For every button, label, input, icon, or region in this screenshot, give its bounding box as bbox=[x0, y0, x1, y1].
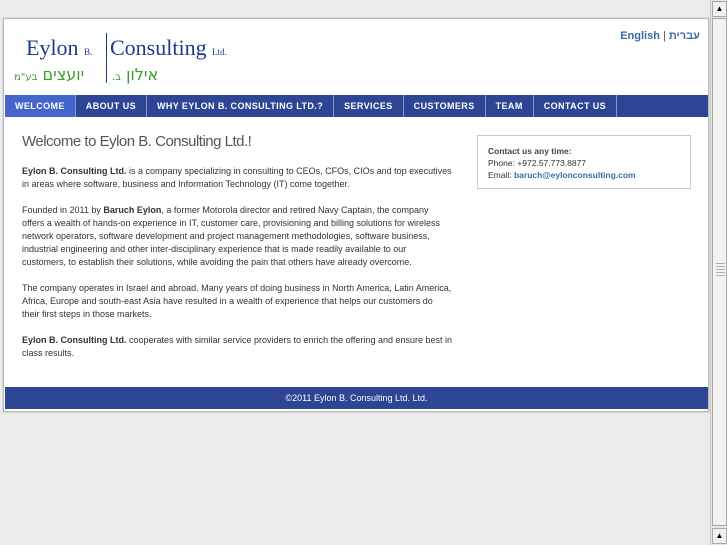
company-logo[interactable] bbox=[12, 29, 252, 91]
scrollbar-grip-icon bbox=[716, 263, 725, 277]
phone-label: Phone: bbox=[488, 158, 518, 168]
founded-pre: Founded in 2011 by bbox=[22, 205, 104, 215]
founded-paragraph bbox=[22, 204, 452, 269]
nav-welcome[interactable]: WELCOME bbox=[5, 95, 76, 117]
logo-en-right: Consulting Ltd. bbox=[110, 35, 227, 60]
email-label: Email: bbox=[488, 170, 514, 180]
intro-text: is a company specializing in consulting to CEOs, CFOs, CIOs and top executives in areas where software, business and Information Technology (IT) come together. bbox=[22, 166, 452, 189]
operations-paragraph: The company operates in Israel and abroad. Many years of doing business in North America, Latin America, Africa, Europe and south-east Asia have resulted in a wealth of experience that helps our customers do their first steps in those markets. bbox=[22, 283, 452, 319]
company-name-bold: Eylon B. Consulting Ltd. bbox=[22, 166, 127, 176]
nav-services[interactable]: SERVICES bbox=[334, 95, 404, 117]
logo-he-left: יועצים בע"מ bbox=[14, 65, 85, 84]
main-nav bbox=[5, 95, 708, 117]
cooperation-paragraph bbox=[22, 334, 452, 360]
intro-paragraph bbox=[22, 165, 452, 191]
company-name-bold-2: Eylon B. Consulting Ltd. bbox=[22, 335, 127, 345]
page-container bbox=[3, 18, 709, 412]
nav-customers[interactable]: CUSTOMERS bbox=[404, 95, 486, 117]
scroll-down-arrow-icon[interactable]: ▲ bbox=[712, 528, 727, 544]
contact-phone bbox=[488, 157, 680, 169]
nav-about-us[interactable]: ABOUT US bbox=[76, 95, 147, 117]
cooperation-text: cooperates with similar service providers to enrich the offering and ensure best in class results. bbox=[22, 335, 452, 358]
page-title: Welcome to Eylon B. Consulting Ltd.! bbox=[22, 133, 252, 150]
nav-team[interactable]: TEAM bbox=[486, 95, 534, 117]
founded-text: , a former Motorola director and retired Navy Captain, the company offers a wealth of hands-on experience in IT, customer care, provisioning and billing solutions for wireless network operators, software development and project management methodologies, software business, industrial engineering and other inter-disciplinary experience that is made readily available to our customers, to establish their solutions, while avoiding the pain that others have already overcome. bbox=[22, 205, 441, 267]
language-switcher bbox=[620, 30, 700, 42]
main-content bbox=[22, 133, 452, 373]
founder-name-bold: Baruch Eylon bbox=[103, 205, 162, 215]
nav-why-eylon[interactable]: WHY EYLON B. CONSULTING LTD.? bbox=[147, 95, 334, 117]
scrollbar-thumb[interactable] bbox=[712, 18, 727, 526]
lang-hebrew-link[interactable]: עברית bbox=[668, 30, 700, 42]
vertical-scrollbar[interactable] bbox=[710, 0, 727, 545]
lang-separator: | bbox=[662, 30, 666, 42]
phone-value: +972.57.773.8877 bbox=[517, 158, 587, 168]
scroll-up-arrow-icon[interactable]: ▲ bbox=[712, 1, 727, 17]
email-link[interactable]: baruch@eylonconsulting.com bbox=[513, 170, 636, 180]
logo-he-right: אילון ב. bbox=[112, 65, 159, 84]
contact-email bbox=[488, 169, 680, 181]
lang-english-link[interactable]: English bbox=[620, 30, 660, 42]
contact-title: Contact us any time: bbox=[488, 146, 572, 156]
logo-en-left: Eylon B. bbox=[26, 35, 93, 60]
footer: ©2011 Eylon B. Consulting Ltd. Ltd. bbox=[5, 387, 708, 409]
contact-box bbox=[477, 135, 691, 189]
nav-contact-us[interactable]: CONTACT US bbox=[534, 95, 617, 117]
logo-divider bbox=[106, 33, 107, 83]
